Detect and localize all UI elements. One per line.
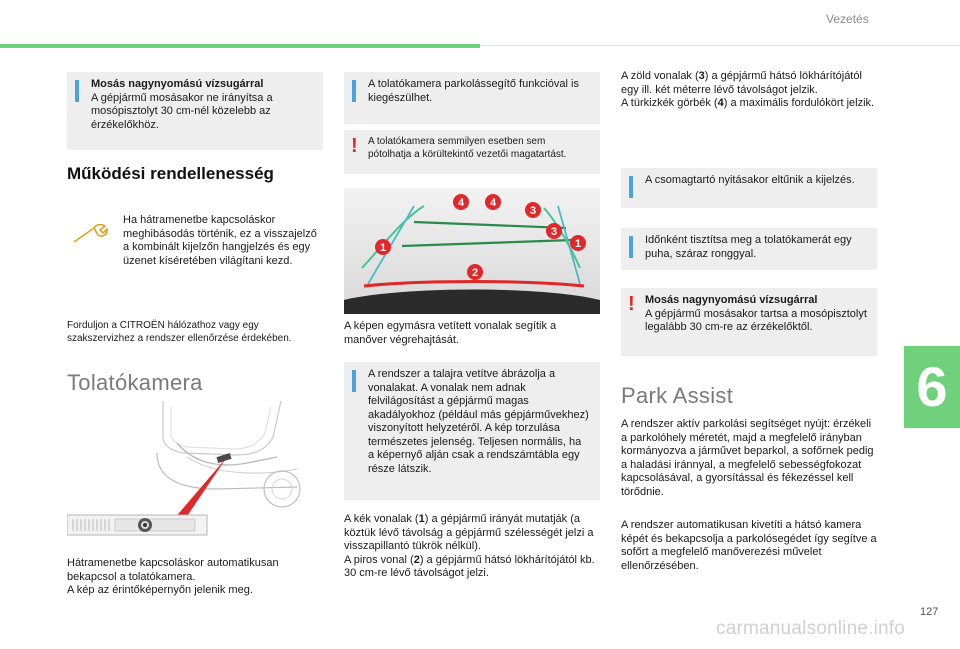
camera-title: Tolatókamera [67,370,203,395]
page-number: 127 [920,606,939,618]
svg-text:4: 4 [489,197,497,209]
parking-aid-info-box [344,72,600,124]
line-marker [453,194,469,210]
service-text: Forduljon a CITROËN hálózathoz vagy egy szakszervizhez a rendszer ellenőrzése érdekében. [67,320,292,344]
info-icon [75,80,79,102]
malfunction-title: Működési rendellenesség [67,164,274,183]
line-marker [525,202,541,218]
driver-caution-text: A tolatókamera semmilyen esetben sem pótolhatja a körültekintő vezetői magatartást. [368,136,567,160]
wash-warning-box [67,72,323,150]
warning-icon: ! [351,135,358,157]
parking-aid-info: A tolatókamera parkolássegítő funkcióval is kiegészülhet. [368,78,579,104]
driver-caution-box [344,130,600,174]
wash-distance-body: A gépjármű mosásakor tartsa a mosópisztolyt legalább 30 cm-re az érzékelőktől. [645,307,867,333]
top-accent-bar [0,44,480,48]
cleaning-info: Időnként tisztítsa meg a tolatókamerát egy puha, száraz ronggyal. [645,234,852,260]
wrench-icon [72,222,108,244]
wash-title: Mosás nagynyomású vízsugárral [91,78,264,90]
malfunction-text: Ha hátramenetbe kapcsoláskor meghibásodás történik, ez a visszajelző a kombinált kijelzőn hangjelzés és egy üzenet kíséretében világítani kezd. [123,214,317,267]
cleaning-info-box [621,228,877,270]
watermark: carmanualsonline.info [716,618,906,639]
rear-camera-illustration [67,397,323,547]
svg-text:3: 3 [529,205,537,217]
svg-text:2: 2 [471,267,479,279]
wash-distance-warning-box [621,288,877,356]
wash-body: A gépjármű mosásakor ne irányítsa a mosópisztolyt 30 cm-nél közelebb az érzékelőkhöz. [91,91,273,131]
line-marker [546,223,562,239]
green-lines-text: A zöld vonalak (3) a gépjármű hátsó lökhárítójától egy ill. két méterre lévő távolságot jelzik. A türkizkék görbék (4) a maximális fordulókört jelzik. [621,70,875,109]
trunk-info-box [621,168,877,208]
line-marker [467,264,483,280]
svg-text:4: 4 [457,197,465,209]
svg-text:3: 3 [550,226,558,238]
image-caption: A képen egymásra vetített vonalak segítik a manőver végrehajtását. [344,320,557,346]
wash-distance-title: Mosás nagynyomású vízsugárral [645,294,818,306]
info-icon [629,176,633,198]
line-marker [375,239,391,255]
info-icon [352,370,356,392]
chapter-tab: 6 [904,346,960,428]
svg-text:1: 1 [379,242,387,254]
projection-info: A rendszer a talajra vetítve ábrázolja a vonalakat. A vonalak nem adnak felvilágosítást a gépjármű magas akadályokhoz (például más gépjárművekhez) viszonyított helyzetéről. A kép torzulása természetes jelenség. Teljesen normális, ha a képernyő alján csak a rendszámtábla egy része látszik. [368,368,589,475]
top-thin-line [480,45,960,46]
line-marker [570,235,586,251]
projection-info-box [344,362,600,500]
info-icon [629,236,633,258]
camera-view-image [344,188,600,314]
line-marker [485,194,501,210]
trunk-info: A csomagtartó nyitásakor eltűnik a kijelzés. [645,174,855,186]
camera-caption: Hátramenetbe kapcsoláskor automatikusan bekapcsol a tolatókamera. A kép az érintőképernyőn jelenik meg. [67,557,279,596]
park-assist-text-2: A rendszer automatikusan kivetíti a hátsó kamera képét és bekapcsolja a parkolósegédet így segítve a sofőrt a megfelelő manőverezési művelet ellenőrzésében. [621,519,877,572]
park-assist-title: Park Assist [621,383,734,408]
info-icon [352,80,356,102]
warning-icon: ! [628,293,635,315]
park-assist-text-1: A rendszer aktív parkolási segítséget nyújt: érzékeli a parkolóhely méretét, majd a megfelelő irányban kormányozva a járművet beparkol, a sofőrnek pedig a haladási iránnyal, a megfelelő sebességfokozat kapcsolásával, a gyorsítással és fékezéssel kell törődnie. [621,418,874,498]
svg-text:1: 1 [574,238,582,250]
blue-lines-text: A kék vonalak (1) a gépjármű irányát mutatják (a köztük lévő távolság a gépjármű szélességét jelzi a visszapillantó tükrök nélkül). A piros vonal (2) a gépjármű hátsó lökhárítójától kb. 30 cm-re lévő távolságot jelzi. [344,513,595,579]
section-header: Vezetés [826,12,869,26]
